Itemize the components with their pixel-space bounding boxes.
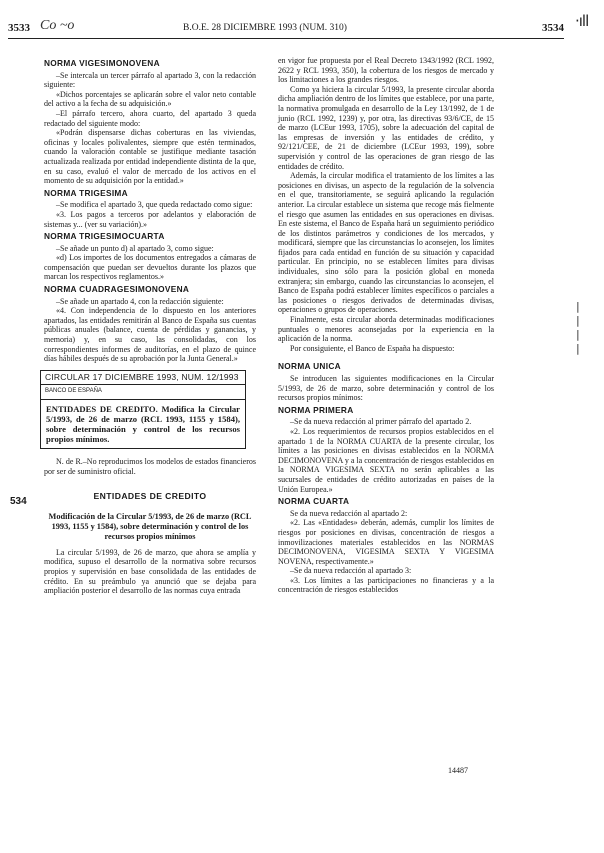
page-footer-number: 14487	[448, 766, 468, 775]
paragraph: –El párrafo tercero, ahora cuarto, del apartado 3 queda redactado del siguiente modo:	[44, 108, 256, 128]
paragraph: en vigor fue propuesta por el Real Decreto 1343/1992 (RCL 1992, 2622 y RCL 1993, 350), la cobertura de los riesgos de mercado y los limitaciones a los grandes riesgos.	[278, 56, 494, 85]
norma-heading: NORMA VIGESIMONOVENA	[44, 58, 160, 68]
norma-heading: NORMA CUADRAGESIMONOVENA	[44, 284, 190, 295]
paragraph: Como ya hiciera la circular 5/1993, la presente circular aborda dicha ampliación dentro de los límites que establece, por una parte, la normativa promulgada en desarrollo de la Ley 13/1992, de 1 de junio (RCL 1992, 1239) y, por otra, las directivas 93/6/CE, de 15 de marzo (LCEur 1993, 1705), sobre la adecuación del capital de las empresas de inversión y las entidades de crédito, y 92/121/CEE, de 21 de diciembre (LCEur 1993, 199), sobre supervisión y control de las operaciones de gran riesgo de las entidades de crédito.	[278, 84, 494, 171]
page-header	[8, 18, 564, 39]
paragraph: «3. Los pagos a terceros por adelantos y elaboración de sistemas y... (ver su variación).»	[44, 209, 256, 229]
page-number-left: 3533	[8, 22, 30, 34]
scan-edge-marks: | | | |	[576, 300, 580, 355]
page-number-right: 3534	[542, 22, 564, 34]
norma-heading: NORMA CUARTA	[278, 496, 350, 507]
paragraph: «4. Con independencia de lo dispuesto en los anteriores apartados, las entidades remitirán al Banco de España sus cuentas públicas anuales (balance, cuenta de pérdidas y ganancias, y memoria) y, en su caso, las consolidadas, con los correspondientes informes de auditorías, en el plazo de quince días hábiles después de su aprobación por la Junta General.»	[44, 306, 256, 364]
paragraph: –Se añade un apartado 4, con la redacción siguiente:	[56, 296, 224, 306]
paragraph: «Podrán dispensarse dichas coberturas en las viviendas, oficinas y locales polivalentes, siempre que estén terminados, cuando la valoración contable se justifique mediante tasación actualizada realizada por entidad independiente distinta de la que, en su caso, evaluó el valor de mercado de los activos en el momento de su adquisición por la entidad.»	[44, 128, 256, 186]
paragraph: –Se da nueva redacción al primer párrafo del apartado 2.	[290, 417, 472, 427]
circular-box	[40, 370, 246, 449]
norma-heading: NORMA TRIGESIMA	[44, 187, 128, 198]
paragraph: «3. Los límites a las participaciones no financieras y a la concentración de riesgos establecidos	[278, 575, 494, 595]
norma-heading: NORMA UNICA	[278, 361, 341, 372]
issuing-department: BANCO DE ESPAÑA	[41, 385, 245, 400]
paragraph: –Se da nueva redacción al apartado 3:	[290, 566, 412, 576]
paragraph: «Dichos porcentajes se aplicarán sobre el valor neto contable del activo a la fecha de su adquisición.»	[44, 89, 256, 109]
publication-header: B.O.E. 28 DICIEMBRE 1993 (NUM. 310)	[183, 23, 347, 33]
paragraph: –Se intercala un tercer párrafo al apartado 3, con la redacción siguiente:	[44, 70, 256, 90]
paragraph: Finalmente, esta circular aborda determinadas modificaciones puntuales o menores aconsejadas por la experiencia en la aplicación de la norma.	[278, 315, 494, 344]
paragraph: Además, la circular modifica el tratamiento de los límites a las posiciones en divisas, un aspecto de la regulación de la solvencia en el que, transitoriamente, se seguirá aplicando la regulación anterior. La circular establece un sistema que recoge más fielmente el riesgo que asumen las entidades en sus operaciones en divisas. En este sistema, el Banco de España hará un seguimiento periódico de los distintos parámetros y condiciones de los mercados, y modificará, siempre que las circunstancias lo aconsejen, los límites fijados para cada entidad en función de su situación y capacidad particular. En principio, no se establecen límites para divisas individuales, sino sólo para la posición global en moneda extranjera; sin embargo, cuando las circunstancias lo aconsejen, el Banco de España podrá establecer límites específicos o parciales a las posiciones o riesgos derivados de determinadas divisas, operaciones o grupos de operaciones.	[278, 171, 494, 315]
paragraph: –Se modifica el apartado 3, que queda redactado como sigue:	[56, 200, 253, 210]
section-subtitle: Modificación de la Circular 5/1993, de 26 de marzo (RCL 1993, 1155 y 1584), sobre determinación y control de los recursos propios mínimos	[48, 511, 252, 541]
norma-heading: NORMA TRIGESIMOCUARTA	[44, 231, 165, 242]
paragraph: –Se añade un punto d) al apartado 3, como sigue:	[56, 243, 214, 253]
paragraph: «2. Las «Entidades» deberán, además, cumplir los límites de riesgos por posiciones en divisas, concentración de riesgos a inmovilizaciones materiales establecidos en las NORMAS DECIMONOVENA, VIGESIMA SEXTA Y VIGESIMA NOVENA, respectivamente.»	[278, 518, 494, 566]
circular-summary: ENTIDADES DE CREDITO. Modifica la Circular 5/1993, de 26 de marzo (RCL 1993, 1155 y 1584), sobre determinación y control de los recursos propios mínimos.	[46, 404, 240, 444]
paragraph: «d) Los importes de los documentos entregados a cámaras de compensación que puedan ser devueltos durante los plazos que marcan los respectivos reglamentos.»	[44, 253, 256, 282]
paragraph: La circular 5/1993, de 26 de marzo, que ahora se amplía y modifica, supuso el desarrollo de la normativa sobre recursos propios y supervisión en base consolidada de las entidades de crédito. En su preámbulo ya anunció que se dejaba para ampliación posterior el desarrollo de las normas cuya entrada	[44, 547, 256, 596]
paragraph: «2. Los requerimientos de recursos propios establecidos en el apartado 1 de la NORMA CUARTA de la presente circular, los límites a las posiciones en divisas establecidos en la NORMA DECIMONOVENA y a la concentración de riesgos establecidos en la NORMA VIGESIMA SEXTA no serán aplicables a las sucursales de entidades de crédito autorizadas en países de la Unión Europea.»	[278, 426, 494, 494]
paragraph: Se da nueva redacción al apartado 2:	[290, 508, 408, 518]
circular-title: CIRCULAR 17 DICIEMBRE 1993, NUM. 12/1993	[41, 371, 245, 386]
paragraph: Se introducen las siguientes modificaciones en la Circular 5/1993, de 26 de marzo, sobre determinación y control de los recursos propios mínimos:	[278, 374, 494, 403]
left-column	[44, 56, 256, 596]
norma-heading: NORMA PRIMERA	[278, 404, 354, 415]
handwritten-annotation: Co ~o	[40, 18, 75, 33]
section-title: ENTIDADES DE CREDITO	[93, 491, 207, 502]
paragraph: Por consiguiente, el Banco de España ha dispuesto:	[290, 343, 455, 353]
scan-marks-icon: ·ıll	[575, 12, 589, 30]
editor-note: N. de R.–No reproducimos los modelos de estados financieros por ser de suministro oficial.	[44, 457, 256, 476]
right-column	[278, 56, 494, 595]
margin-reference-number: 534	[10, 496, 27, 507]
